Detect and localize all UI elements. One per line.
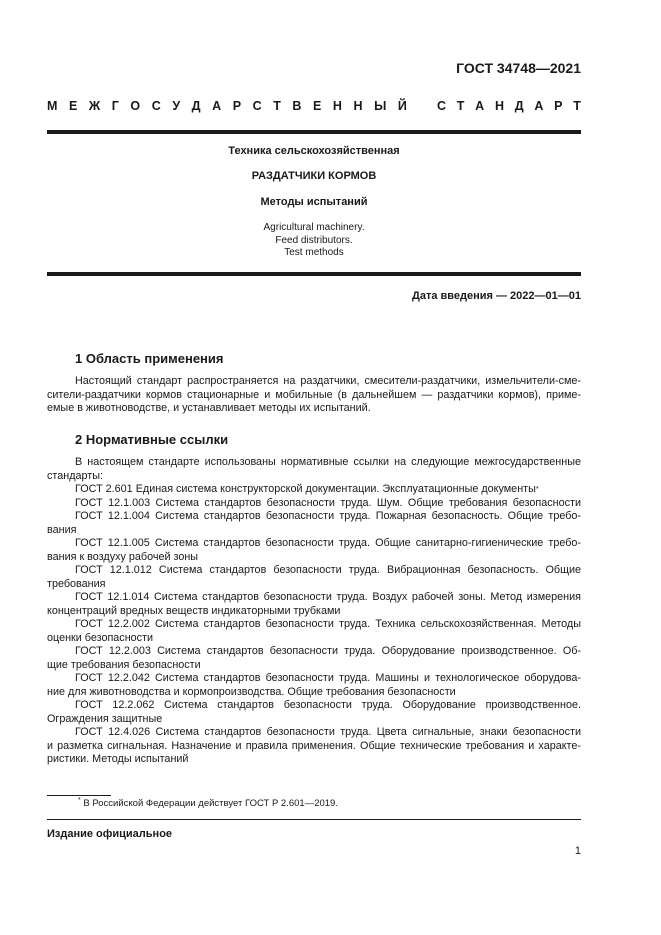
banner-letter: Д [514,99,524,113]
text-line: вания [47,523,77,536]
interstate-letters-2 [437,99,581,113]
text-line: и разметка сигнальная. Назначение и правила применения. Общие технические требования и характе- [47,739,581,752]
title-en-line: Feed distributors. [275,234,353,246]
banner-letter: Р [554,99,563,113]
text-line: ГОСТ 12.2.062 Система стандартов безопасности труда. Оборудование производственное. [75,699,581,711]
text-line: ГОСТ 12.2.002 Система стандартов безопасности труда. Техника сельскохозяйственная. Методы [75,618,581,630]
text-line: ГОСТ 12.2.003 Система стандартов безопасности труда. Оборудование производственное. Об- [75,645,581,657]
banner-letter: Н [494,99,504,113]
footer-rule [47,819,581,820]
text-line: Настоящий стандарт распространяется на раздатчики, смесители-раздатчики, измельчители-сме- [75,375,581,387]
banner-letter: С [151,99,161,113]
official-edition-label: Издание официальное [47,828,173,840]
banner-letter: Т [273,99,281,113]
footnote-mark: * [78,797,81,804]
footnote [78,797,338,809]
section-1-heading: 1 Область применения [75,351,224,366]
banner-letter: Н [353,99,363,113]
section-2-body [47,456,581,767]
banner-letter: М [47,99,58,113]
banner-letter: Т [573,99,581,113]
banner-letter: О [130,99,141,113]
top-rule [47,130,581,134]
text-line: ГОСТ 12.2.042 Система стандартов безопасности труда. Машины и технологическое оборудова- [75,672,581,684]
footnote-divider [47,795,111,796]
page-number: 1 [574,845,581,857]
footnote-marker: * [535,486,539,493]
text-line: ГОСТ 12.4.026 Система стандартов безопасности труда. Цвета сигнальные, знаки безопасности [75,726,581,738]
interstate-standard-banner [47,99,581,113]
text-line: щие требования безопасности [47,658,201,671]
banner-letter: С [437,99,447,113]
text-line: оценки безопасности [47,631,154,644]
text-line: требования [47,577,106,590]
reference-gost-2-601 [47,483,581,497]
banner-letter: А [534,99,544,113]
banner-letter: Н [332,99,342,113]
title-en-line: Agricultural machinery. [263,222,365,233]
interstate-letters-1 [47,99,407,113]
banner-letter: Е [68,99,78,113]
text-line: ГОСТ 12.1.005 Система стандартов безопасности труда. Общие санитарно-гигиенические требо- [75,537,581,549]
title-main: РАЗДАТЧИКИ КОРМОВ [251,170,377,182]
title-english [47,222,581,260]
text-line: ние для животноводства и кормопроизводства. Общие требования безопасности [47,685,456,698]
banner-letter: А [475,99,485,113]
text-line: ГОСТ 2.601 Единая система конструкторской документации. Эксплуатационные документы [75,483,536,495]
banner-letter: Й [397,99,407,113]
text-line: ГОСТ 12.1.012 Система стандартов безопасности труда. Вибрационная безопасность. Общие [75,564,581,576]
title-field: Техника сельскохозяйственная [228,145,400,157]
text-line: ГОСТ 12.1.014 Система стандартов безопасности труда. Воздух рабочей зоны. Метод измерения [75,591,581,603]
text-line: стандарты: [47,469,103,482]
introduction-date: Дата введения — 2022—01—01 [412,290,581,302]
banner-letter: Г [111,99,119,113]
section-1-body [47,375,581,416]
banner-letter: Е [313,99,322,113]
text-line: ристики. Методы испытаний [47,753,189,765]
title-sub: Методы испытаний [260,196,368,208]
document-code: ГОСТ 34748—2021 [456,60,581,76]
banner-letter: А [212,99,222,113]
text-line: ГОСТ 12.1.004 Система стандартов безопасности труда. Пожарная безопасность. Общие требо- [75,510,581,522]
banner-letter: С [252,99,262,113]
footnote-text: В Российской Федерации действует ГОСТ Р 2.601—2019. [80,798,338,810]
banner-letter: Д [191,99,201,113]
banner-letter: Ж [88,99,101,113]
banner-letter: Р [232,99,242,113]
text-line: емые в животноводстве, и устанавливает методы их испытаний. [47,402,371,414]
banner-letter: Ы [374,99,387,113]
section-2-heading: 2 Нормативные ссылки [75,432,229,447]
text-line: концентраций вредных веществ индикаторными трубками [47,604,341,617]
banner-letter: Т [456,99,465,113]
title-en-line: Test methods [284,247,344,258]
text-line: сители-раздатчики кормов стационарные и мобильные (в дальнейшем — раздатчики кормов), приме- [47,388,581,401]
text-line: В настоящем стандарте использованы нормативные ссылки на следующие межгосударственные [75,456,581,468]
text-line: вания к воздуху рабочей зоны [47,550,199,563]
text-line: Ограждения защитные [47,712,163,725]
banner-letter: В [292,99,302,113]
banner-letter: У [172,99,181,113]
text-line: ГОСТ 12.1.003 Система стандартов безопасности труда. Шум. Общие требования безопасности [75,496,581,509]
bottom-title-rule [47,272,581,276]
